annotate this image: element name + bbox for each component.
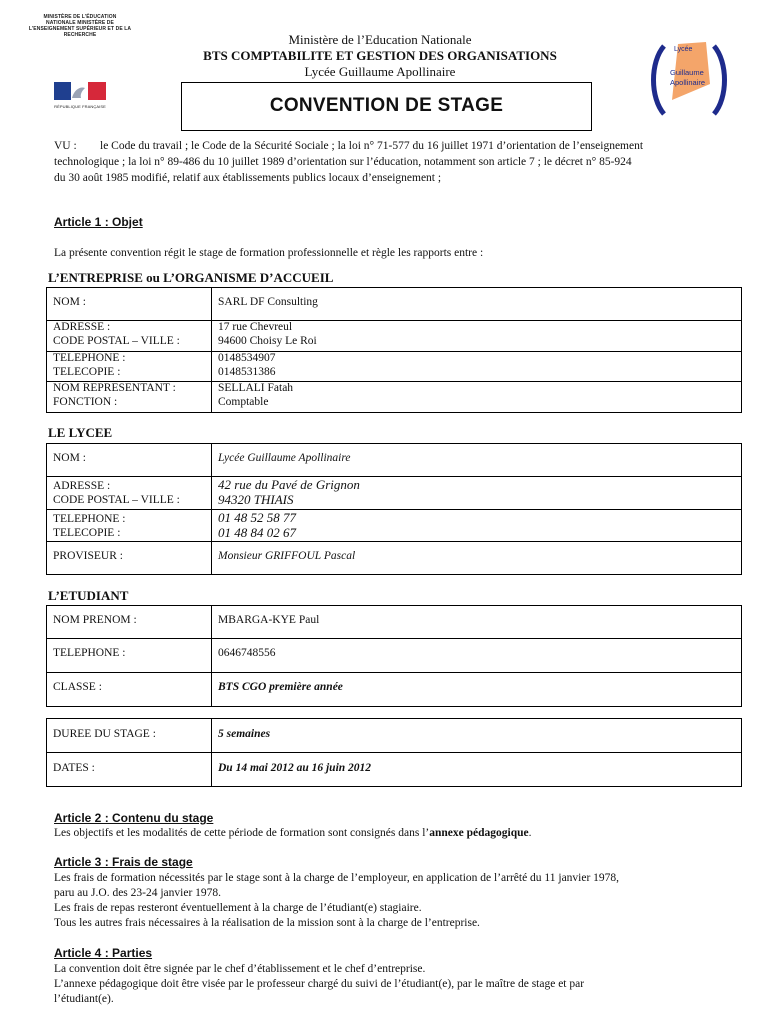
lycee-tel-label: TELEPHONE : TELECOPIE : <box>47 510 212 542</box>
entreprise-table <box>46 287 742 413</box>
ministry-line: Ministère de l’Education Nationale <box>288 32 472 47</box>
lycee-nom-label: NOM : <box>47 444 212 477</box>
etudiant-table <box>46 605 742 707</box>
table-row <box>47 382 742 413</box>
article1-title: Article 1 : Objet <box>54 215 143 229</box>
table-row <box>47 542 742 575</box>
republique-francaise-text: RÉPUBLIQUE FRANÇAISE <box>54 104 106 109</box>
table-row <box>47 321 742 352</box>
article3-title: Article 3 : Frais de stage <box>54 855 193 869</box>
etudiant-tel-label: TELEPHONE : <box>47 639 212 673</box>
lycee-line: Lycée Guillaume Apollinaire <box>304 64 456 79</box>
header-block <box>150 32 610 80</box>
article4-text: La convention doit être signée par le chef d’établissement et le chef d’entreprise. L’annexe pédagogique doit être visée par le professeur chargé du suivi de l’étudiant(e), par le maître de stage et par l’étudiant(e). <box>54 963 585 1005</box>
lycee-logo-bot: Apollinaire <box>670 78 706 87</box>
ministry-logo-text: MINISTÈRE DE L'ÉDUCATION NATIONALE MINISTÈRE DE L'ENSEIGNEMENT SUPÉRIEUR ET DE LA RECHERCHE <box>28 14 132 38</box>
entreprise-adresse-label: ADRESSE : CODE POSTAL – VILLE : <box>47 321 212 352</box>
page-title: CONVENTION DE STAGE <box>269 95 504 116</box>
article4-title: Article 4 : Parties <box>54 946 153 960</box>
lycee-adresse-label: ADRESSE : CODE POSTAL – VILLE : <box>47 477 212 510</box>
entreprise-tel-label: TELEPHONE : TELECOPIE : <box>47 352 212 382</box>
table-row <box>47 606 742 639</box>
lycee-tel-value: 01 48 52 58 77 01 48 84 02 67 <box>212 510 742 542</box>
lycee-prov-label: PROVISEUR : <box>47 542 212 575</box>
stage-duree-label: DUREE DU STAGE : <box>47 719 212 753</box>
etudiant-nom-label: NOM PRENOM : <box>47 606 212 639</box>
lycee-nom-value: Lycée Guillaume Apollinaire <box>212 444 742 477</box>
stage-dates-label: DATES : <box>47 753 212 787</box>
lycee-logo-top: Lycée <box>674 46 693 53</box>
article2-text: Les objectifs et les modalités de cette période de formation sont consignés dans l’annexe pédagogique. <box>54 827 532 839</box>
etudiant-nom-value: MBARGA-KYE Paul <box>212 606 742 639</box>
table-row <box>47 444 742 477</box>
table-row <box>47 753 742 787</box>
entreprise-tel-value: 0148534907 0148531386 <box>212 352 742 382</box>
bts-line: BTS COMPTABILITE ET GESTION DES ORGANISATIONS <box>203 48 557 63</box>
table-row <box>47 510 742 542</box>
lycee-section-title: LE LYCEE <box>48 425 113 440</box>
lycee-logo <box>648 40 730 120</box>
entreprise-rep-label: NOM REPRESENTANT : FONCTION : <box>47 382 212 413</box>
article1-text: La présente convention régit le stage de formation professionnelle et règle les rapports entre : <box>54 247 484 259</box>
lycee-adresse-value: 42 rue du Pavé de Grignon 94320 THIAIS <box>212 477 742 510</box>
lycee-table <box>46 443 742 575</box>
title-box <box>181 82 592 131</box>
etudiant-tel-value: 0646748556 <box>212 639 742 673</box>
vu-line3: du 30 août 1985 modifié, relatif aux établissements publics locaux d’enseignement ; <box>54 172 442 184</box>
article2-title: Article 2 : Contenu du stage <box>54 811 214 825</box>
article3-text: Les frais de formation nécessités par le stage sont à la charge de l’employeur, en application de l’arrêté du 11 janvier 1978, paru au J.O. des 23-24 janvier 1978. Les frais de repas resteront éventuellement à la charge de l’étudiant(e) stagiaire. Tous les autres frais nécessaires à la réalisation de la mission sont à la charge de l’entreprise. <box>54 872 620 929</box>
table-row <box>47 477 742 510</box>
lycee-logo-mid: Guillaume <box>670 68 704 77</box>
etudiant-classe-label: CLASSE : <box>47 673 212 707</box>
vu-label: VU : <box>54 140 77 152</box>
entreprise-adresse-value: 17 rue Chevreul 94600 Choisy Le Roi <box>212 321 742 352</box>
stage-table <box>46 718 742 787</box>
lycee-prov-value: Monsieur GRIFFOUL Pascal <box>212 542 742 575</box>
table-row <box>47 719 742 753</box>
table-row <box>47 639 742 673</box>
vu-line1: le Code du travail ; le Code de la Sécurité Sociale ; la loi n° 71-577 du 16 juillet 1971 d’orientation de l’enseignement <box>100 140 644 152</box>
table-row <box>47 288 742 321</box>
ministry-logo <box>28 14 138 109</box>
stage-dates-value: Du 14 mai 2012 au 16 juin 2012 <box>212 753 742 787</box>
etudiant-classe-value: BTS CGO première année <box>212 673 742 707</box>
entreprise-nom-value: SARL DF Consulting <box>212 288 742 321</box>
etudiant-section-title: L’ETUDIANT <box>48 588 129 603</box>
entreprise-rep-value: SELLALI Fatah Comptable <box>212 382 742 413</box>
stage-duree-value: 5 semaines <box>212 719 742 753</box>
vu-line2: technologique ; la loi n° 89-486 du 10 juillet 1989 d’orientation sur l’éducation, notamment son article 7 ; le décret n° 85-924 <box>54 156 632 168</box>
vu-paragraph <box>54 138 722 186</box>
marianne-flag-icon <box>54 82 106 104</box>
annexe-pedagogique-bold: annexe pédagogique <box>429 827 529 839</box>
table-row <box>47 352 742 382</box>
entreprise-nom-label: NOM : <box>47 288 212 321</box>
entreprise-section-title: L’ENTREPRISE ou L’ORGANISME D’ACCUEIL <box>48 270 334 285</box>
table-row <box>47 673 742 707</box>
